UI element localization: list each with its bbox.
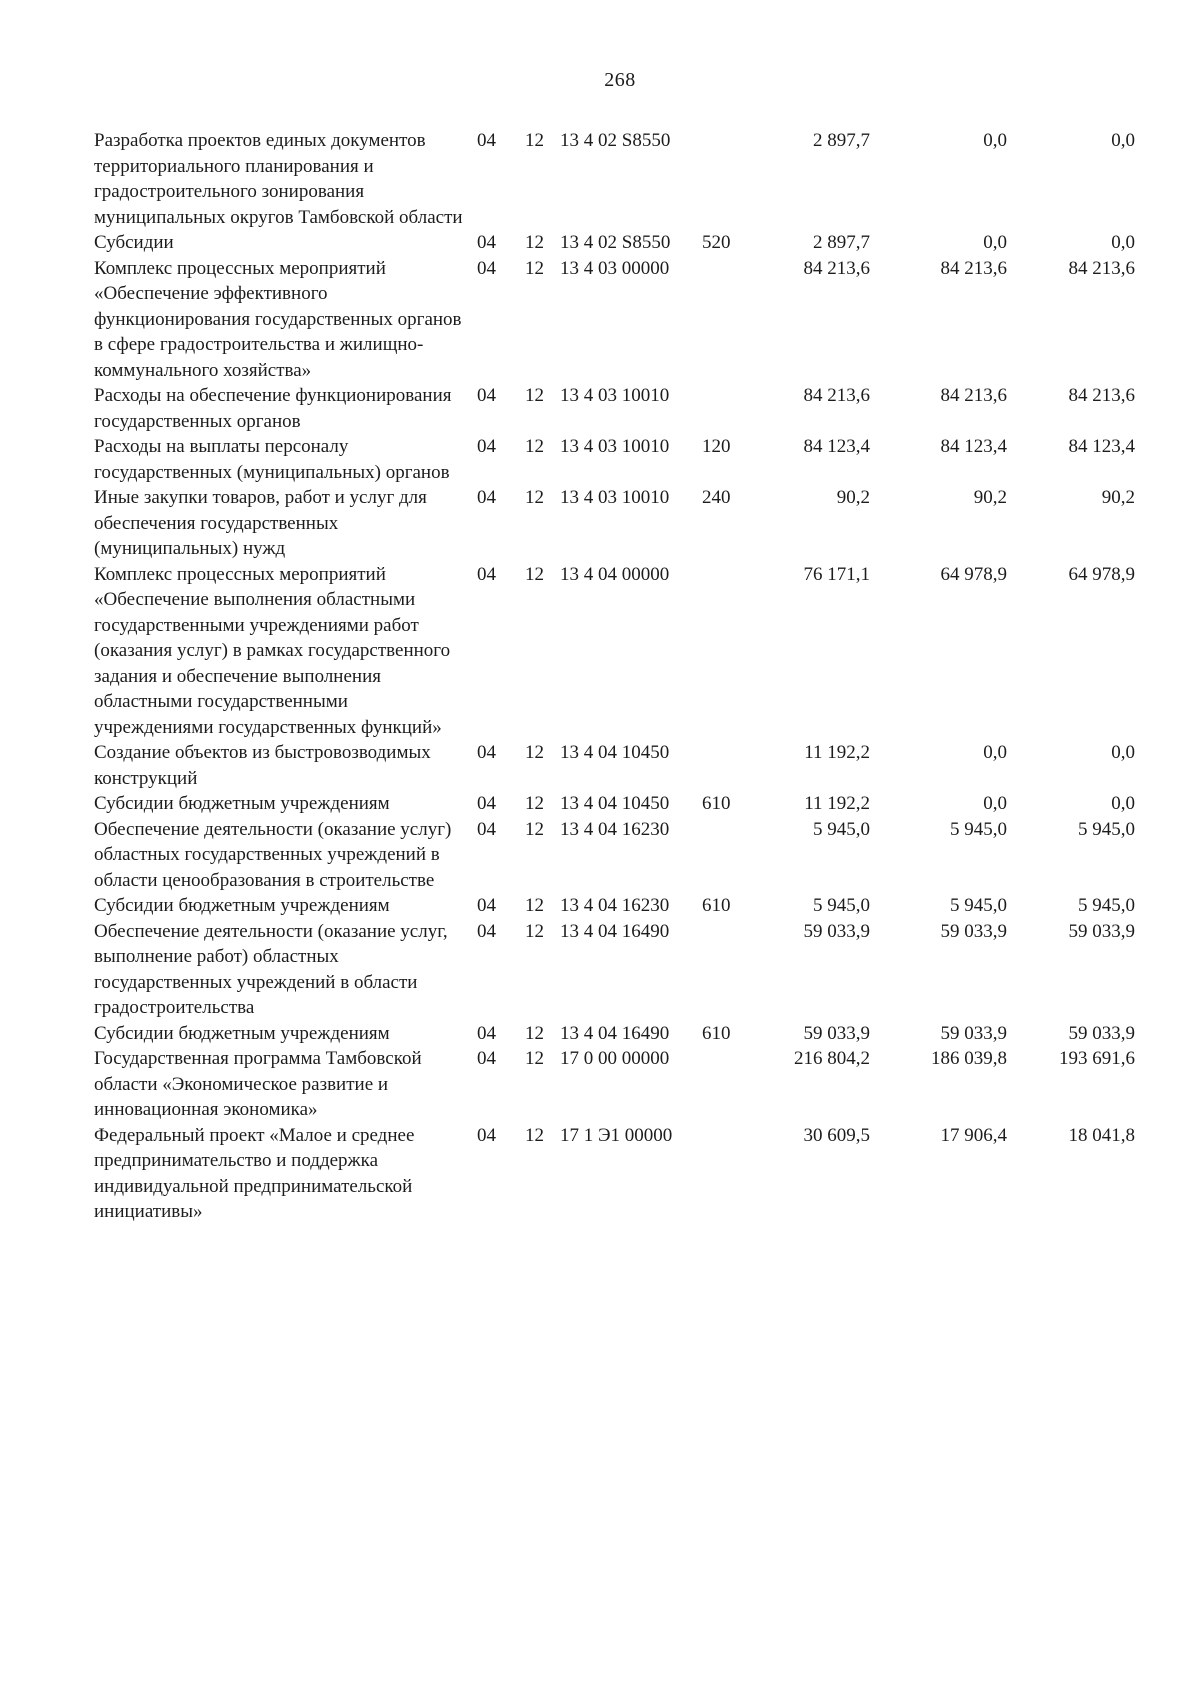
row-amount-year-3: 5 945,0	[1078, 895, 1135, 916]
row-amount-year-2: 84 213,6	[940, 385, 1007, 406]
row-amount-year-1: 216 804,2	[794, 1048, 870, 1069]
table-row	[94, 919, 1164, 1021]
row-subsection: 12	[525, 487, 544, 508]
row-section: 04	[477, 895, 496, 916]
row-section: 04	[477, 130, 496, 151]
row-name: Расходы на выплаты персоналу государственных (муниципальных) органов	[94, 436, 450, 483]
row-subsection: 12	[525, 436, 544, 457]
row-expense-kind	[702, 1046, 752, 1123]
budget-table	[94, 128, 1164, 1225]
row-subsection: 12	[525, 563, 544, 585]
row-amount-year-2: 84 213,6	[940, 257, 1007, 279]
row-section: 04	[477, 1124, 496, 1146]
row-target-code: 13 4 04 00000	[560, 563, 670, 585]
row-section: 04	[477, 257, 496, 279]
row-target-code: 13 4 03 10010	[560, 385, 670, 406]
row-target-code: 13 4 02 S8550	[560, 130, 671, 151]
row-name: Расходы на обеспечение функционирования государственных органов	[94, 385, 452, 432]
row-name: Комплекс процессных мероприятий «Обеспечение эффективного функционирования государственных органов в сфере градостроительства и жилищно-коммунального хозяйства»	[94, 257, 462, 381]
table-row	[94, 1046, 1164, 1123]
row-amount-year-1: 84 213,6	[803, 385, 870, 406]
row-amount-year-1: 5 945,0	[813, 895, 870, 916]
table-row	[94, 817, 1164, 894]
row-section: 04	[477, 1022, 496, 1044]
row-amount-year-1: 2 897,7	[813, 232, 870, 253]
row-subsection: 12	[525, 742, 544, 763]
row-amount-year-3: 0,0	[1111, 232, 1135, 253]
row-target-code: 17 1 Э1 00000	[560, 1124, 673, 1146]
row-target-code: 13 4 04 10450	[560, 742, 670, 763]
row-subsection: 12	[525, 130, 544, 151]
row-amount-year-3: 84 213,6	[1068, 257, 1135, 279]
row-name: Разработка проектов единых документов территориального планирования и градостроительного зонирования муниципальных округов Тамбовской области	[94, 130, 463, 228]
row-expense-kind	[702, 1123, 752, 1225]
row-amount-year-2: 5 945,0	[950, 895, 1007, 916]
row-amount-year-3: 0,0	[1111, 130, 1135, 151]
row-amount-year-2: 0,0	[983, 232, 1007, 253]
row-name: Создание объектов из быстровозводимых конструкций	[94, 742, 431, 789]
table-row	[94, 1021, 1164, 1047]
row-expense-kind: 610	[702, 793, 731, 814]
table-row	[94, 230, 1164, 256]
row-subsection: 12	[525, 818, 544, 840]
row-subsection: 12	[525, 232, 544, 253]
table-row	[94, 740, 1164, 791]
row-target-code: 13 4 03 10010	[560, 487, 670, 508]
row-subsection: 12	[525, 257, 544, 279]
row-name: Комплекс процессных мероприятий «Обеспечение выполнения областными государственными учреждениями работ (оказания услуг) в рамках государственного задания и обеспечение выполнения областными государственными учреждениями государственных функций»	[94, 563, 451, 738]
row-amount-year-3: 0,0	[1111, 793, 1135, 814]
row-expense-kind: 240	[702, 487, 731, 508]
row-target-code: 13 4 04 10450	[560, 793, 670, 814]
row-expense-kind	[702, 383, 752, 434]
row-expense-kind: 610	[702, 1022, 731, 1044]
row-expense-kind	[702, 919, 752, 1021]
row-subsection: 12	[525, 1124, 544, 1146]
row-amount-year-1: 84 123,4	[803, 436, 870, 457]
row-target-code: 13 4 03 00000	[560, 257, 670, 279]
row-amount-year-3: 0,0	[1111, 742, 1135, 763]
row-name: Субсидии бюджетным учреждениям	[94, 1022, 390, 1044]
row-target-code: 13 4 03 10010	[560, 436, 670, 457]
row-name: Федеральный проект «Малое и среднее предпринимательство и поддержка индивидуальной предпринимательской инициативы»	[94, 1124, 415, 1222]
row-name: Иные закупки товаров, работ и услуг для обеспечения государственных (муниципальных) нужд	[94, 487, 427, 559]
row-amount-year-2: 0,0	[983, 130, 1007, 151]
row-amount-year-1: 59 033,9	[803, 1022, 870, 1044]
table-row	[94, 485, 1164, 562]
row-amount-year-1: 84 213,6	[803, 257, 870, 279]
row-section: 04	[477, 436, 496, 457]
table-row	[94, 256, 1164, 384]
table-row	[94, 562, 1164, 741]
row-amount-year-3: 90,2	[1101, 487, 1135, 508]
row-amount-year-2: 59 033,9	[940, 1022, 1007, 1044]
row-expense-kind	[702, 817, 752, 894]
row-section: 04	[477, 1048, 496, 1069]
row-subsection: 12	[525, 385, 544, 406]
row-amount-year-2: 5 945,0	[950, 818, 1007, 840]
row-amount-year-3: 59 033,9	[1068, 1022, 1135, 1044]
row-amount-year-1: 11 192,2	[804, 742, 870, 763]
row-name: Обеспечение деятельности (оказание услуг) областных государственных учреждений в области ценообразования в строительстве	[94, 818, 452, 891]
row-section: 04	[477, 232, 496, 253]
row-target-code: 13 4 02 S8550	[560, 232, 671, 253]
row-amount-year-1: 30 609,5	[803, 1124, 870, 1146]
row-target-code: 13 4 04 16490	[560, 920, 670, 942]
row-amount-year-3: 193 691,6	[1059, 1048, 1135, 1069]
row-amount-year-1: 90,2	[836, 487, 870, 508]
row-amount-year-3: 84 123,4	[1068, 436, 1135, 457]
row-expense-kind: 610	[702, 895, 731, 916]
row-section: 04	[477, 487, 496, 508]
row-amount-year-2: 0,0	[983, 742, 1007, 763]
row-expense-kind	[702, 740, 752, 791]
row-section: 04	[477, 793, 496, 814]
row-amount-year-1: 2 897,7	[813, 130, 870, 151]
row-subsection: 12	[525, 793, 544, 814]
row-expense-kind	[702, 128, 752, 230]
row-amount-year-2: 90,2	[973, 487, 1007, 508]
row-section: 04	[477, 818, 496, 840]
table-row	[94, 791, 1164, 817]
row-section: 04	[477, 920, 496, 942]
row-amount-year-1: 59 033,9	[803, 920, 870, 942]
row-amount-year-3: 59 033,9	[1068, 920, 1135, 942]
row-expense-kind: 520	[702, 232, 731, 253]
table-row	[94, 893, 1164, 919]
row-subsection: 12	[525, 1048, 544, 1069]
row-amount-year-1: 76 171,1	[803, 563, 870, 585]
row-amount-year-2: 59 033,9	[940, 920, 1007, 942]
row-section: 04	[477, 742, 496, 763]
row-amount-year-3: 18 041,8	[1068, 1124, 1135, 1146]
row-amount-year-2: 84 123,4	[940, 436, 1007, 457]
row-name: Субсидии бюджетным учреждениям	[94, 793, 390, 814]
row-expense-kind	[702, 562, 752, 741]
row-subsection: 12	[525, 1022, 544, 1044]
row-amount-year-2: 186 039,8	[931, 1048, 1007, 1069]
row-expense-kind: 120	[702, 436, 731, 457]
row-target-code: 13 4 04 16490	[560, 1022, 670, 1044]
row-amount-year-1: 11 192,2	[804, 793, 870, 814]
row-section: 04	[477, 563, 496, 585]
row-target-code: 13 4 04 16230	[560, 818, 670, 840]
row-amount-year-2: 64 978,9	[940, 563, 1007, 585]
page-number: 268	[604, 69, 636, 91]
row-expense-kind	[702, 256, 752, 384]
row-name: Государственная программа Тамбовской области «Экономическое развитие и инновационная экономика»	[94, 1048, 422, 1120]
row-target-code: 17 0 00 00000	[560, 1048, 670, 1069]
row-amount-year-2: 0,0	[983, 793, 1007, 814]
table-row	[94, 434, 1164, 485]
row-target-code: 13 4 04 16230	[560, 895, 670, 916]
row-amount-year-3: 84 213,6	[1068, 385, 1135, 406]
row-amount-year-3: 64 978,9	[1068, 563, 1135, 585]
row-amount-year-1: 5 945,0	[813, 818, 870, 840]
row-section: 04	[477, 385, 496, 406]
row-name: Субсидии бюджетным учреждениям	[94, 895, 390, 916]
row-subsection: 12	[525, 920, 544, 942]
table-row	[94, 1123, 1164, 1225]
table-row	[94, 128, 1164, 230]
row-name: Субсидии	[94, 232, 174, 253]
row-amount-year-2: 17 906,4	[940, 1124, 1007, 1146]
row-amount-year-3: 5 945,0	[1078, 818, 1135, 840]
row-subsection: 12	[525, 895, 544, 916]
row-name: Обеспечение деятельности (оказание услуг, выполнение работ) областных государственных учреждений в области градостроительства	[94, 920, 448, 1018]
table-row	[94, 383, 1164, 434]
